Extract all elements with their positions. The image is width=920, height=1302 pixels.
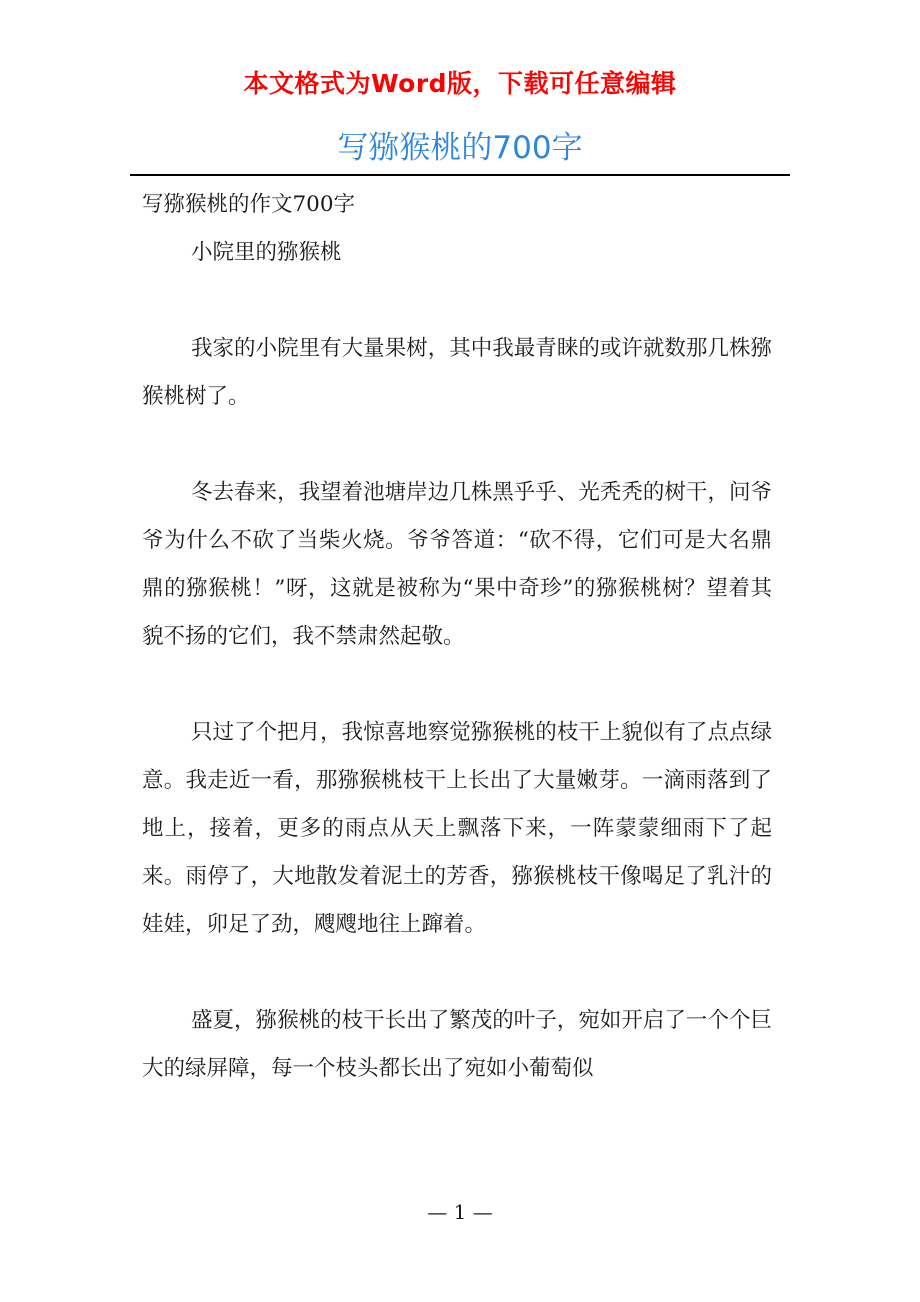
essay-title: 小院里的猕猴桃 [191, 240, 342, 265]
paragraph-spacer [142, 277, 772, 325]
paragraph-spacer [142, 421, 772, 469]
paragraph: 冬去春来，我望着池塘岸边几株黑乎乎、光秃秃的树干，问爷爷为什么不砍了当柴火烧。爷爷答道：“砍不得，它们可是大名鼎鼎的猕猴桃！”呀，这就是被称为“果中奇珍”的猕猴桃树？望着其貌不扬的它们，我不禁肃然起敬。 [142, 480, 772, 649]
header-divider [130, 174, 790, 176]
format-banner: 本文格式为Word版，下载可任意编辑 [243, 69, 677, 98]
document-body [142, 181, 772, 1093]
paragraph: 只过了个把月，我惊喜地察觉猕猴桃的枝干上貌似有了点点绿意。我走近一看，那猕猴桃枝干上长出了大量嫩芽。一滴雨落到了地上，接着，更多的雨点从天上飘落下来，一阵蒙蒙细雨下了起来。雨停了，大地散发着泥土的芳香，猕猴桃枝干像喝足了乳汁的娃娃，卯足了劲，飕飕地往上蹿着。 [142, 720, 772, 937]
paragraph: 我家的小院里有大量果树，其中我最青睐的或许就数那几株猕猴桃树了。 [142, 336, 772, 409]
paragraph-spacer [142, 661, 772, 709]
essay-subtitle: 写猕猴桃的作文700字 [142, 192, 356, 217]
page-number: — 1 — [427, 1200, 493, 1224]
document-title: 写猕猴桃的700字 [337, 130, 583, 166]
paragraph: 盛夏，猕猴桃的枝干长出了繁茂的叶子，宛如开启了一个个巨大的绿屏障，每一个枝头都长出了宛如小葡萄似 [142, 1008, 772, 1081]
paragraph-spacer [142, 949, 772, 997]
